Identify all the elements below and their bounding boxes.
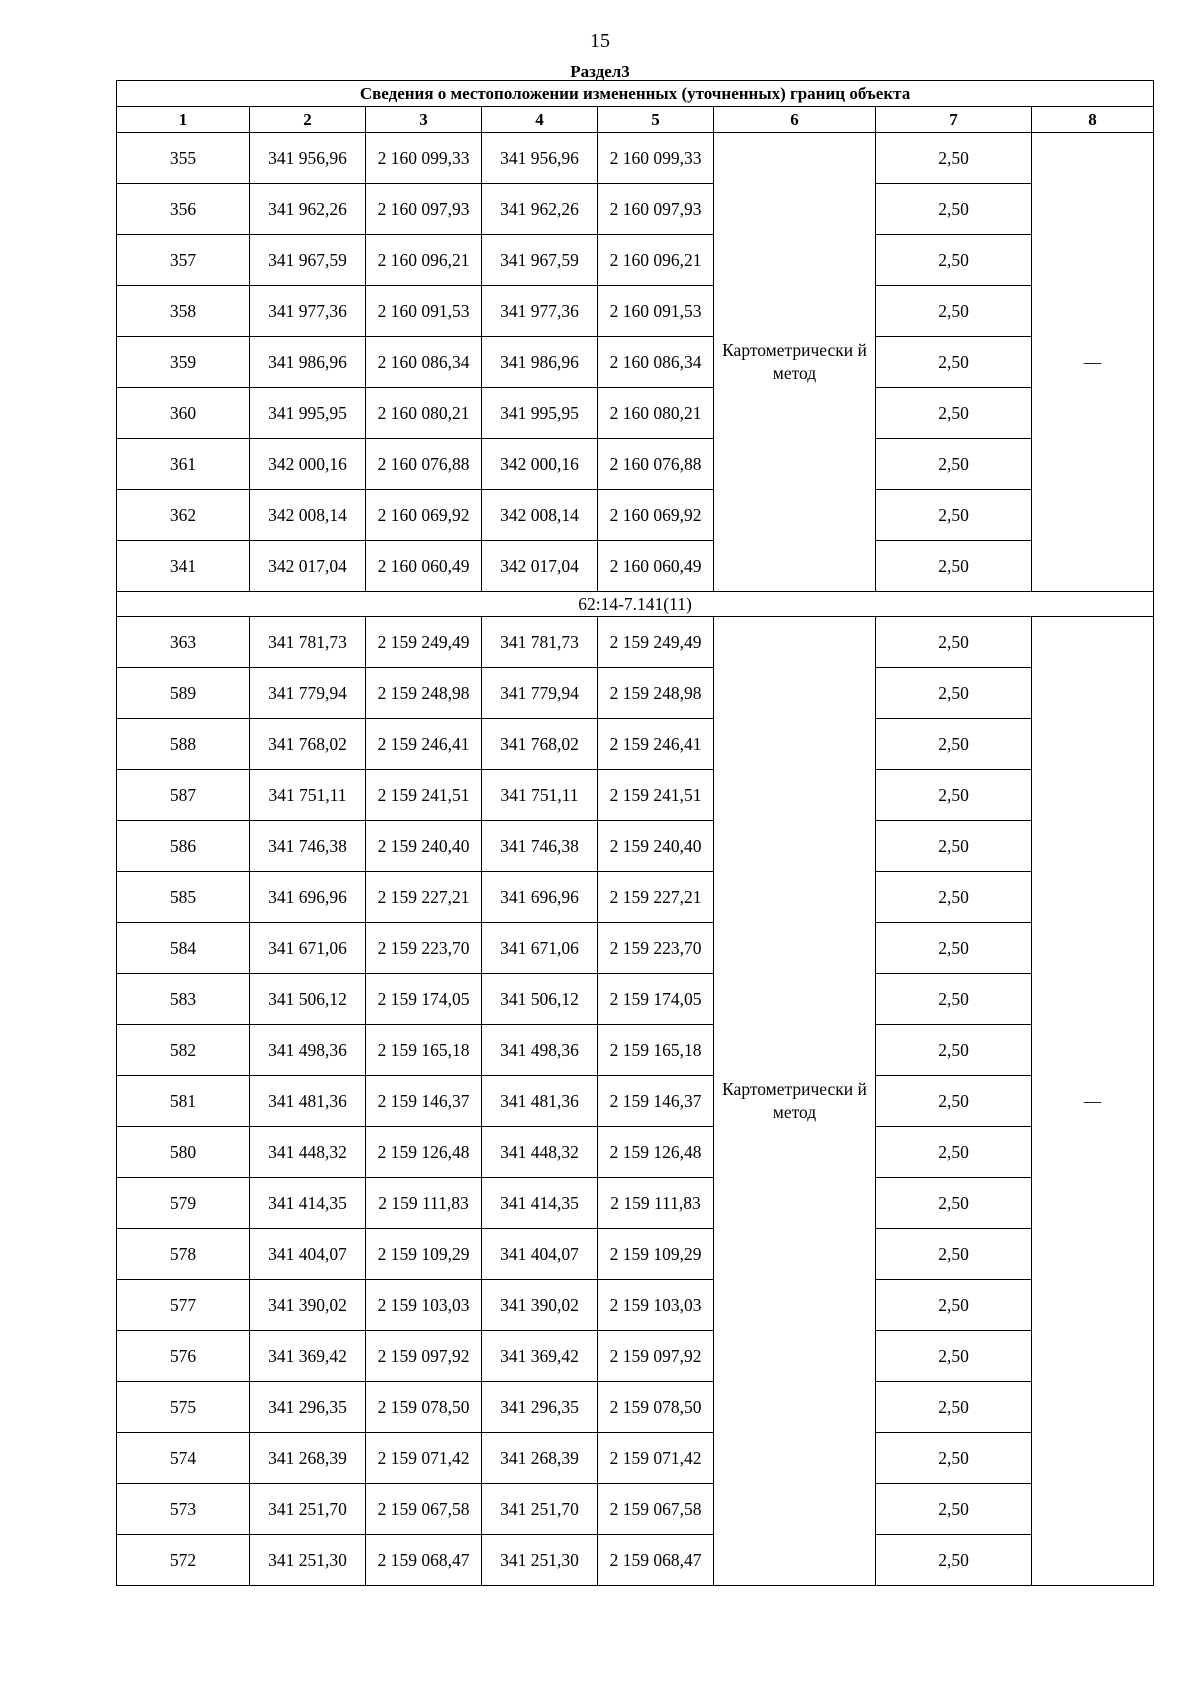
cell-y2: 2 159 071,42 xyxy=(598,1433,714,1484)
cell-x2: 341 671,06 xyxy=(482,923,598,974)
cell-x1: 341 977,36 xyxy=(250,286,366,337)
cell-y2: 2 159 248,98 xyxy=(598,668,714,719)
column-number-4: 4 xyxy=(482,107,598,133)
cell-y2: 2 160 099,33 xyxy=(598,133,714,184)
table-row xyxy=(117,872,1154,923)
cell-y1: 2 160 086,34 xyxy=(366,337,482,388)
cell-x2: 341 781,73 xyxy=(482,617,598,668)
cell-point: 574 xyxy=(117,1433,250,1484)
table-row xyxy=(117,1178,1154,1229)
cell-accuracy: 2,50 xyxy=(876,1127,1032,1178)
cell-point: 573 xyxy=(117,1484,250,1535)
cell-x2: 341 696,96 xyxy=(482,872,598,923)
cell-point: 581 xyxy=(117,1076,250,1127)
cell-accuracy: 2,50 xyxy=(876,617,1032,668)
cell-y1: 2 159 227,21 xyxy=(366,872,482,923)
cell-x1: 341 369,42 xyxy=(250,1331,366,1382)
cell-accuracy: 2,50 xyxy=(876,490,1032,541)
cell-y2: 2 159 103,03 xyxy=(598,1280,714,1331)
cell-point: 363 xyxy=(117,617,250,668)
cell-y1: 2 160 069,92 xyxy=(366,490,482,541)
cell-y1: 2 159 067,58 xyxy=(366,1484,482,1535)
cell-y1: 2 159 103,03 xyxy=(366,1280,482,1331)
table-row xyxy=(117,235,1154,286)
cell-x2: 341 956,96 xyxy=(482,133,598,184)
cell-accuracy: 2,50 xyxy=(876,872,1032,923)
cell-x2: 342 000,16 xyxy=(482,439,598,490)
cell-point: 572 xyxy=(117,1535,250,1586)
cell-y1: 2 159 146,37 xyxy=(366,1076,482,1127)
cell-accuracy: 2,50 xyxy=(876,821,1032,872)
cell-x1: 341 390,02 xyxy=(250,1280,366,1331)
column-number-5: 5 xyxy=(598,107,714,133)
cell-x2: 341 498,36 xyxy=(482,1025,598,1076)
cell-accuracy: 2,50 xyxy=(876,668,1032,719)
column-number-8: 8 xyxy=(1032,107,1154,133)
cell-y1: 2 159 111,83 xyxy=(366,1178,482,1229)
cell-accuracy: 2,50 xyxy=(876,1382,1032,1433)
cell-x1: 341 481,36 xyxy=(250,1076,366,1127)
cell-x2: 341 506,12 xyxy=(482,974,598,1025)
cell-accuracy: 2,50 xyxy=(876,388,1032,439)
cell-accuracy: 2,50 xyxy=(876,770,1032,821)
column-number-1: 1 xyxy=(117,107,250,133)
cell-point: 582 xyxy=(117,1025,250,1076)
cell-y2: 2 159 111,83 xyxy=(598,1178,714,1229)
cell-point: 357 xyxy=(117,235,250,286)
cell-point: 583 xyxy=(117,974,250,1025)
cell-point: 355 xyxy=(117,133,250,184)
cell-x1: 341 696,96 xyxy=(250,872,366,923)
note-cell: — xyxy=(1032,617,1154,1586)
cell-x1: 341 296,35 xyxy=(250,1382,366,1433)
cell-x2: 341 962,26 xyxy=(482,184,598,235)
table-row xyxy=(117,490,1154,541)
cell-y1: 2 159 068,47 xyxy=(366,1535,482,1586)
table-row xyxy=(117,1229,1154,1280)
cell-x1: 341 956,96 xyxy=(250,133,366,184)
cell-y2: 2 159 165,18 xyxy=(598,1025,714,1076)
coordinates-table xyxy=(116,80,1154,1586)
cell-x1: 342 008,14 xyxy=(250,490,366,541)
cell-accuracy: 2,50 xyxy=(876,286,1032,337)
table-row xyxy=(117,439,1154,490)
cell-y1: 2 160 060,49 xyxy=(366,541,482,592)
cell-y2: 2 159 068,47 xyxy=(598,1535,714,1586)
cell-accuracy: 2,50 xyxy=(876,184,1032,235)
cell-x2: 341 986,96 xyxy=(482,337,598,388)
cell-point: 580 xyxy=(117,1127,250,1178)
table-row xyxy=(117,1535,1154,1586)
cell-y1: 2 160 099,33 xyxy=(366,133,482,184)
section-title: Раздел3 xyxy=(570,62,630,81)
cell-y2: 2 159 146,37 xyxy=(598,1076,714,1127)
cell-accuracy: 2,50 xyxy=(876,235,1032,286)
cell-y2: 2 159 097,92 xyxy=(598,1331,714,1382)
cell-x2: 341 995,95 xyxy=(482,388,598,439)
table-row xyxy=(117,184,1154,235)
cell-accuracy: 2,50 xyxy=(876,1433,1032,1484)
table-row xyxy=(117,1127,1154,1178)
cell-y1: 2 159 174,05 xyxy=(366,974,482,1025)
table-row xyxy=(117,821,1154,872)
cell-y1: 2 159 241,51 xyxy=(366,770,482,821)
cell-y1: 2 159 223,70 xyxy=(366,923,482,974)
table-caption: Сведения о местоположении измененных (уточненных) границ объекта xyxy=(117,81,1154,107)
cell-accuracy: 2,50 xyxy=(876,923,1032,974)
cell-y2: 2 159 246,41 xyxy=(598,719,714,770)
table-row xyxy=(117,337,1154,388)
column-number-6: 6 xyxy=(714,107,876,133)
column-number-3: 3 xyxy=(366,107,482,133)
group-label: 62:14-7.141(11) xyxy=(117,592,1154,617)
cell-point: 585 xyxy=(117,872,250,923)
cell-accuracy: 2,50 xyxy=(876,1535,1032,1586)
table-row xyxy=(117,770,1154,821)
cell-y1: 2 159 165,18 xyxy=(366,1025,482,1076)
cell-x2: 341 481,36 xyxy=(482,1076,598,1127)
cell-y1: 2 159 097,92 xyxy=(366,1331,482,1382)
cell-point: 589 xyxy=(117,668,250,719)
cell-accuracy: 2,50 xyxy=(876,719,1032,770)
cell-y2: 2 160 080,21 xyxy=(598,388,714,439)
cell-y2: 2 159 240,40 xyxy=(598,821,714,872)
cell-x1: 341 751,11 xyxy=(250,770,366,821)
cell-y2: 2 160 086,34 xyxy=(598,337,714,388)
cell-y2: 2 159 241,51 xyxy=(598,770,714,821)
cell-accuracy: 2,50 xyxy=(876,1229,1032,1280)
method-cell: Картометрически й метод xyxy=(714,617,876,1586)
cell-accuracy: 2,50 xyxy=(876,439,1032,490)
table-row xyxy=(117,1433,1154,1484)
cell-y2: 2 159 109,29 xyxy=(598,1229,714,1280)
table-row xyxy=(117,617,1154,668)
cell-point: 362 xyxy=(117,490,250,541)
cell-x2: 341 296,35 xyxy=(482,1382,598,1433)
cell-point: 587 xyxy=(117,770,250,821)
cell-y2: 2 159 126,48 xyxy=(598,1127,714,1178)
table-row xyxy=(117,668,1154,719)
cell-point: 358 xyxy=(117,286,250,337)
cell-x1: 341 404,07 xyxy=(250,1229,366,1280)
cell-x1: 342 017,04 xyxy=(250,541,366,592)
cell-x1: 341 251,70 xyxy=(250,1484,366,1535)
table-row xyxy=(117,388,1154,439)
cell-y1: 2 159 071,42 xyxy=(366,1433,482,1484)
cell-y1: 2 159 246,41 xyxy=(366,719,482,770)
cell-x1: 341 781,73 xyxy=(250,617,366,668)
cell-point: 360 xyxy=(117,388,250,439)
cell-x1: 341 506,12 xyxy=(250,974,366,1025)
cell-accuracy: 2,50 xyxy=(876,1025,1032,1076)
cell-point: 361 xyxy=(117,439,250,490)
cell-x1: 341 671,06 xyxy=(250,923,366,974)
cell-accuracy: 2,50 xyxy=(876,133,1032,184)
group-label-row xyxy=(117,592,1154,617)
cell-accuracy: 2,50 xyxy=(876,1178,1032,1229)
table-row xyxy=(117,1331,1154,1382)
cell-x2: 341 448,32 xyxy=(482,1127,598,1178)
method-cell: Картометрически й метод xyxy=(714,133,876,592)
cell-x2: 341 251,30 xyxy=(482,1535,598,1586)
cell-x2: 342 008,14 xyxy=(482,490,598,541)
table-row xyxy=(117,1382,1154,1433)
cell-y1: 2 160 091,53 xyxy=(366,286,482,337)
cell-y1: 2 159 078,50 xyxy=(366,1382,482,1433)
cell-point: 579 xyxy=(117,1178,250,1229)
cell-y1: 2 159 109,29 xyxy=(366,1229,482,1280)
table-row xyxy=(117,719,1154,770)
cell-x1: 341 779,94 xyxy=(250,668,366,719)
cell-x2: 341 779,94 xyxy=(482,668,598,719)
cell-x1: 341 768,02 xyxy=(250,719,366,770)
cell-y1: 2 160 096,21 xyxy=(366,235,482,286)
cell-x1: 341 746,38 xyxy=(250,821,366,872)
cell-x1: 342 000,16 xyxy=(250,439,366,490)
cell-point: 576 xyxy=(117,1331,250,1382)
cell-x1: 341 448,32 xyxy=(250,1127,366,1178)
cell-x1: 341 268,39 xyxy=(250,1433,366,1484)
cell-x1: 341 498,36 xyxy=(250,1025,366,1076)
cell-y1: 2 159 126,48 xyxy=(366,1127,482,1178)
cell-x1: 341 414,35 xyxy=(250,1178,366,1229)
cell-y2: 2 159 249,49 xyxy=(598,617,714,668)
cell-y2: 2 160 097,93 xyxy=(598,184,714,235)
cell-x2: 341 768,02 xyxy=(482,719,598,770)
table-row xyxy=(117,286,1154,337)
cell-y2: 2 160 096,21 xyxy=(598,235,714,286)
cell-point: 356 xyxy=(117,184,250,235)
cell-y2: 2 159 223,70 xyxy=(598,923,714,974)
cell-x2: 341 404,07 xyxy=(482,1229,598,1280)
table-row xyxy=(117,1025,1154,1076)
cell-y1: 2 159 248,98 xyxy=(366,668,482,719)
cell-y2: 2 160 076,88 xyxy=(598,439,714,490)
cell-point: 577 xyxy=(117,1280,250,1331)
cell-point: 359 xyxy=(117,337,250,388)
cell-y2: 2 159 227,21 xyxy=(598,872,714,923)
cell-y1: 2 159 240,40 xyxy=(366,821,482,872)
cell-y1: 2 160 097,93 xyxy=(366,184,482,235)
cell-y2: 2 160 069,92 xyxy=(598,490,714,541)
cell-x2: 342 017,04 xyxy=(482,541,598,592)
cell-point: 575 xyxy=(117,1382,250,1433)
table-row xyxy=(117,1484,1154,1535)
cell-accuracy: 2,50 xyxy=(876,1331,1032,1382)
cell-point: 588 xyxy=(117,719,250,770)
cell-x1: 341 962,26 xyxy=(250,184,366,235)
cell-y1: 2 160 076,88 xyxy=(366,439,482,490)
cell-x1: 341 251,30 xyxy=(250,1535,366,1586)
table-row xyxy=(117,541,1154,592)
cell-y2: 2 160 091,53 xyxy=(598,286,714,337)
cell-x2: 341 746,38 xyxy=(482,821,598,872)
cell-x1: 341 995,95 xyxy=(250,388,366,439)
cell-point: 341 xyxy=(117,541,250,592)
cell-x1: 341 986,96 xyxy=(250,337,366,388)
note-cell: — xyxy=(1032,133,1154,592)
table-row xyxy=(117,133,1154,184)
cell-accuracy: 2,50 xyxy=(876,541,1032,592)
cell-y2: 2 159 067,58 xyxy=(598,1484,714,1535)
cell-y2: 2 159 174,05 xyxy=(598,974,714,1025)
cell-x2: 341 390,02 xyxy=(482,1280,598,1331)
cell-accuracy: 2,50 xyxy=(876,1076,1032,1127)
cell-x2: 341 268,39 xyxy=(482,1433,598,1484)
cell-accuracy: 2,50 xyxy=(876,974,1032,1025)
table-row xyxy=(117,923,1154,974)
cell-point: 578 xyxy=(117,1229,250,1280)
cell-accuracy: 2,50 xyxy=(876,1280,1032,1331)
cell-x2: 341 967,59 xyxy=(482,235,598,286)
table-row xyxy=(117,1280,1154,1331)
cell-accuracy: 2,50 xyxy=(876,1484,1032,1535)
cell-x2: 341 977,36 xyxy=(482,286,598,337)
table-row xyxy=(117,974,1154,1025)
cell-y2: 2 159 078,50 xyxy=(598,1382,714,1433)
column-number-7: 7 xyxy=(876,107,1032,133)
cell-point: 586 xyxy=(117,821,250,872)
cell-accuracy: 2,50 xyxy=(876,337,1032,388)
cell-x1: 341 967,59 xyxy=(250,235,366,286)
cell-point: 584 xyxy=(117,923,250,974)
cell-x2: 341 369,42 xyxy=(482,1331,598,1382)
column-number-2: 2 xyxy=(250,107,366,133)
cell-y1: 2 160 080,21 xyxy=(366,388,482,439)
cell-y1: 2 159 249,49 xyxy=(366,617,482,668)
cell-x2: 341 751,11 xyxy=(482,770,598,821)
cell-x2: 341 414,35 xyxy=(482,1178,598,1229)
cell-y2: 2 160 060,49 xyxy=(598,541,714,592)
table-row xyxy=(117,1076,1154,1127)
page-number: 15 xyxy=(590,30,610,52)
cell-x2: 341 251,70 xyxy=(482,1484,598,1535)
